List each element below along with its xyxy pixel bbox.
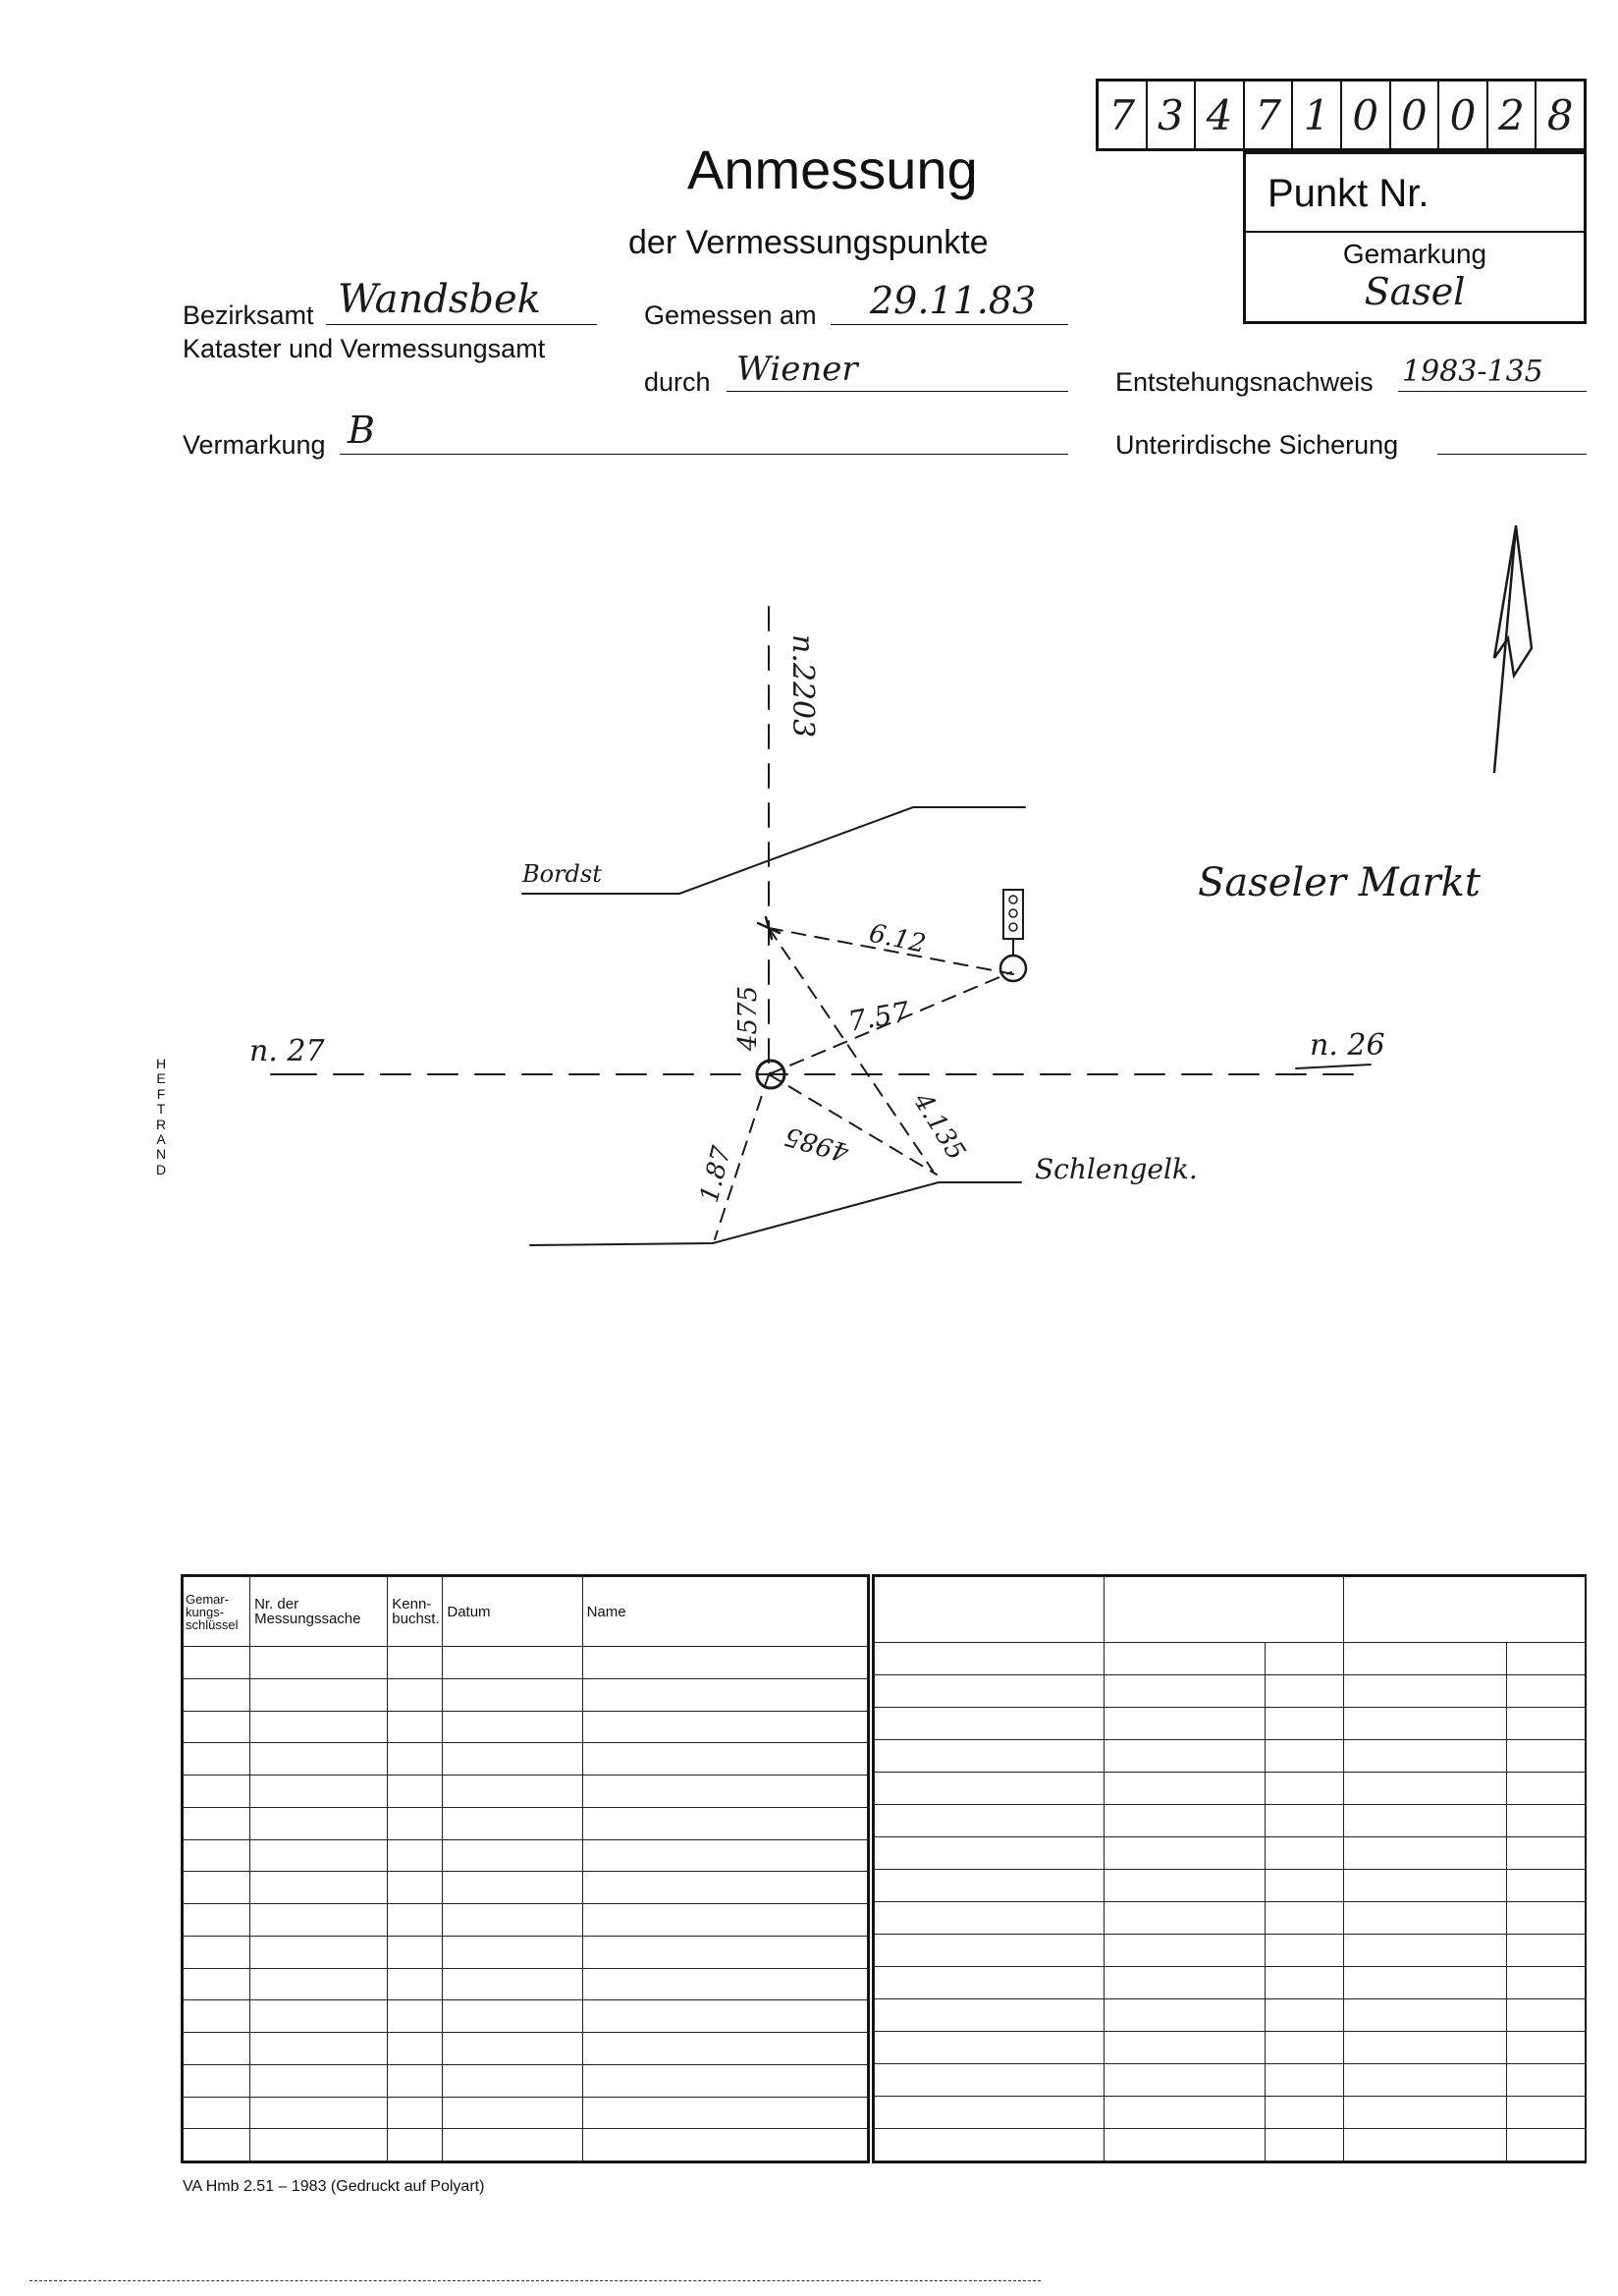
- table-row: [184, 2064, 868, 2097]
- measure-4985-label: 4985: [782, 1121, 852, 1168]
- point-digit-cell: 4: [1196, 82, 1245, 148]
- unterirdisch-label: Unterirdische Sicherung: [1115, 430, 1399, 460]
- table-row: [184, 2000, 868, 2033]
- point-digit-cell: 3: [1148, 82, 1197, 148]
- table-row: [184, 1743, 868, 1776]
- vermarkung-value: B: [348, 409, 375, 452]
- point-digit-cell: 7: [1245, 82, 1294, 148]
- heftrand-label: HEFTRAND: [155, 1056, 167, 1177]
- measure-612-label: 6.12: [866, 918, 929, 959]
- table-row: [184, 1647, 868, 1679]
- point-digit-cell: 7: [1099, 82, 1148, 148]
- table-row: [875, 1773, 1586, 1805]
- scan-edge-line: [29, 2280, 1041, 2281]
- gemarkung-label: Gemarkung: [1342, 239, 1487, 269]
- table-row: [875, 1870, 1586, 1902]
- table-row: [875, 1837, 1586, 1870]
- table-row: [875, 1675, 1586, 1708]
- table-row: [184, 1776, 868, 1808]
- bezirksamt-value: Wandsbek: [338, 277, 541, 322]
- point-digit-cell: 0: [1391, 82, 1440, 148]
- point-west-label: n. 27: [249, 1034, 325, 1068]
- point-digit-cell: 2: [1488, 82, 1537, 148]
- point-north-label: n.2203: [785, 634, 820, 738]
- punkt-nr-label: Punkt Nr.: [1267, 172, 1429, 215]
- table-row: [184, 2033, 868, 2065]
- table-row: [875, 1740, 1586, 1773]
- gemarkung-value: Sasel: [1364, 270, 1466, 313]
- table-header-cell: Datum: [443, 1577, 582, 1647]
- table-row: [875, 2064, 1586, 2097]
- table-header-cell: Name: [582, 1577, 867, 1647]
- durch-value: Wiener: [736, 350, 858, 389]
- street-name-label: Saseler Markt: [1198, 860, 1481, 905]
- durch-label: durch: [644, 367, 711, 397]
- vermarkung-label: Vermarkung: [183, 430, 326, 460]
- point-digit-cell: 1: [1293, 82, 1342, 148]
- traffic-light-icon: [1000, 890, 1026, 981]
- table-row: [875, 1902, 1586, 1935]
- measure-4135-label: 4.135: [907, 1087, 971, 1166]
- measure-4575-label: 4575: [733, 985, 763, 1051]
- measure-757-label: 7.57: [845, 995, 912, 1038]
- kataster-label: Kataster und Vermessungsamt: [183, 334, 546, 363]
- table-row: [875, 2097, 1586, 2129]
- point-digit-cell: 0: [1342, 82, 1391, 148]
- table-row: [184, 1807, 868, 1839]
- table-row: [875, 1999, 1586, 2032]
- footer-text: VA Hmb 2.51 – 1983 (Gedruckt auf Polyart): [183, 2178, 485, 2195]
- gemessen-label: Gemessen am: [644, 301, 817, 330]
- entstehung-label: Entstehungsnachweis: [1115, 367, 1374, 397]
- table-row: [875, 1805, 1586, 1837]
- table-row: [875, 1643, 1586, 1675]
- table-header-cell: Kenn- buchst.: [388, 1577, 443, 1647]
- table-row: [184, 1839, 868, 1872]
- record-table-right: [872, 1574, 1587, 2163]
- north-arrow-icon: [1494, 526, 1532, 772]
- table-row: [184, 1872, 868, 1904]
- table-row: [184, 1711, 868, 1743]
- point-digit-cell: 0: [1439, 82, 1488, 148]
- table-header-cell: Gemar- kungs- schlüssel: [184, 1577, 250, 1647]
- bordstein-lower-line: [530, 1182, 1021, 1245]
- table-row: [875, 1967, 1586, 1999]
- gemessen-value: 29.11.83: [870, 279, 1037, 322]
- measure-187-label: 1.87: [694, 1143, 737, 1206]
- table-row: [184, 2097, 868, 2129]
- table-header-cell: Nr. der Messungssache: [250, 1577, 388, 1647]
- schlengelk-label: Schlengelk.: [1035, 1153, 1198, 1185]
- table-row: [875, 1935, 1586, 1967]
- page-title: Anmessung: [687, 138, 978, 200]
- table-row: [184, 1678, 868, 1711]
- table-row: [184, 1968, 868, 2000]
- entstehung-value: 1983-135: [1402, 355, 1543, 389]
- point-east-label: n. 26: [1310, 1028, 1385, 1063]
- table-row: [875, 1708, 1586, 1740]
- table-row: [875, 2129, 1586, 2161]
- bezirksamt-label: Bezirksamt: [183, 301, 314, 330]
- bordst-label: Bordst: [522, 860, 602, 888]
- record-table-left: [181, 1574, 870, 2163]
- table-row: [875, 2032, 1586, 2064]
- point-digit-cell: 8: [1546, 90, 1574, 139]
- table-row: [184, 2129, 868, 2161]
- table-row: [184, 1936, 868, 1968]
- table-row: [184, 1904, 868, 1937]
- page-subtitle: der Vermessungspunkte: [628, 224, 989, 261]
